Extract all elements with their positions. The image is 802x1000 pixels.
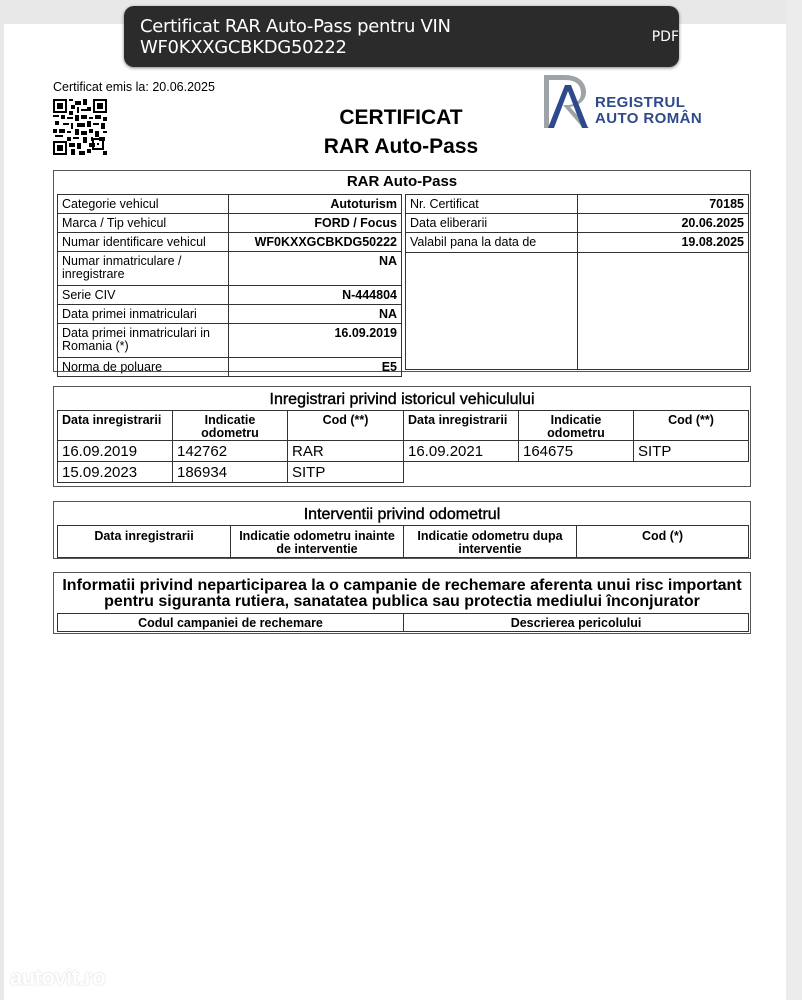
watermark-logo: autovit.ro [10, 965, 106, 990]
field-value: NA [229, 305, 402, 324]
column-header: Cod (*) [577, 526, 749, 558]
document-title-bar [124, 6, 679, 67]
table-row [406, 233, 749, 252]
column-header: Indicatie odometru dupa interventie [404, 526, 577, 558]
table-row [58, 358, 402, 377]
empty-cell [406, 252, 578, 369]
field-value: FORD / Focus [229, 214, 402, 233]
table-row [58, 195, 402, 214]
history-title: Inregistrari privind istoricul vehiculului [269, 391, 535, 408]
table-row [58, 214, 402, 233]
table-row [58, 441, 749, 462]
field-label: Nr. Certificat [406, 195, 578, 214]
field-label: Categorie vehicul [58, 195, 229, 214]
recall-table [57, 613, 749, 632]
vehicle-info-section [53, 170, 751, 372]
certificate-info-table [405, 194, 749, 370]
column-header: Indicatie odometru [173, 411, 288, 441]
table-row [406, 214, 749, 233]
odometer-value: 186934 [173, 462, 288, 483]
vehicle-info-table [57, 194, 402, 377]
certificate-title-line2: RAR Auto-Pass [323, 135, 479, 158]
field-label: Numar inmatriculare / inregistrare [58, 252, 229, 286]
file-type-label: PDF [651, 28, 679, 45]
table-row [58, 462, 749, 483]
odometer-value: 142762 [173, 441, 288, 462]
field-value: 70185 [578, 195, 749, 214]
table-header-row [58, 411, 749, 441]
column-header: Indicatie odometru [519, 411, 634, 441]
empty-cell [578, 252, 749, 369]
field-value: E5 [229, 358, 402, 377]
vehicle-info-title: RAR Auto-Pass [346, 173, 458, 190]
column-header: Codul campaniei de rechemare [58, 614, 404, 632]
registration-date: 16.09.2021 [404, 441, 519, 462]
table-row [58, 286, 402, 305]
rar-logo [541, 73, 706, 131]
interventions-title: Interventii privind odometrul [303, 506, 501, 523]
registration-date: 16.09.2019 [58, 441, 173, 462]
table-row [58, 252, 402, 286]
column-header: Indicatie odometru inainte de interventie [231, 526, 404, 558]
certificate-title-line1: CERTIFICAT [339, 106, 463, 129]
field-value: Autoturism [229, 195, 402, 214]
field-value: N-444804 [229, 286, 402, 305]
field-label: Valabil pana la data de [406, 233, 578, 252]
column-header: Data inregistrarii [58, 526, 231, 558]
code-value: SITP [288, 462, 404, 483]
field-label: Data primei inmatriculari [58, 305, 229, 324]
field-label: Norma de poluare [58, 358, 229, 377]
issued-date-line [53, 80, 215, 94]
field-value: 19.08.2025 [578, 233, 749, 252]
field-label: Data primei inmatriculari in Romania (*) [58, 324, 229, 358]
field-value: NA [229, 252, 402, 286]
scrollbar[interactable] [786, 0, 802, 1000]
certificate-title [300, 103, 502, 161]
column-header: Data inregistrarii [58, 411, 173, 441]
table-row [58, 324, 402, 358]
odometer-interventions-section [53, 501, 751, 559]
logo-line1: REGISTRUL [595, 94, 686, 111]
column-header: Descrierea pericolului [404, 614, 749, 632]
odometer-value: 164675 [519, 441, 634, 462]
field-value: 16.09.2019 [229, 324, 402, 358]
issued-label: Certificat emis la: [53, 80, 149, 94]
history-section [53, 386, 751, 487]
empty-cell [519, 462, 634, 483]
history-table [57, 410, 749, 483]
empty-row [406, 252, 749, 369]
column-header: Data inregistrarii [404, 411, 519, 441]
table-row [406, 195, 749, 214]
empty-cell [634, 462, 749, 483]
logo-line2: AUTO ROMÂN [595, 110, 703, 127]
recall-campaign-section [53, 572, 751, 634]
column-header: Cod (**) [634, 411, 749, 441]
table-row [58, 233, 402, 252]
registration-date: 15.09.2023 [58, 462, 173, 483]
qr-code-icon [53, 99, 107, 155]
document-title: Certificat RAR Auto-Pass pentru VIN WF0KXXGCBKDG50222 [140, 15, 451, 58]
table-header-row [58, 526, 749, 558]
table-row [58, 305, 402, 324]
recall-title: Informatii privind neparticiparea la o campanie de rechemare aferenta unui risc important pentru siguranta rutiera, sanatatea publica sau protectia mediului înconjurator [62, 577, 742, 610]
field-value: WF0KXXGCBKDG50222 [229, 233, 402, 252]
field-label: Data eliberarii [406, 214, 578, 233]
rar-logo-text [595, 95, 702, 127]
code-value: SITP [634, 441, 749, 462]
table-header-row [58, 614, 749, 632]
column-header: Cod (**) [288, 411, 404, 441]
issued-date: 20.06.2025 [152, 80, 215, 94]
field-label: Marca / Tip vehicul [58, 214, 229, 233]
interventions-table [57, 525, 749, 558]
code-value: RAR [288, 441, 404, 462]
field-label: Serie CIV [58, 286, 229, 305]
field-label: Numar identificare vehicul [58, 233, 229, 252]
field-value: 20.06.2025 [578, 214, 749, 233]
empty-cell [404, 462, 519, 483]
rar-logo-icon [541, 73, 593, 131]
